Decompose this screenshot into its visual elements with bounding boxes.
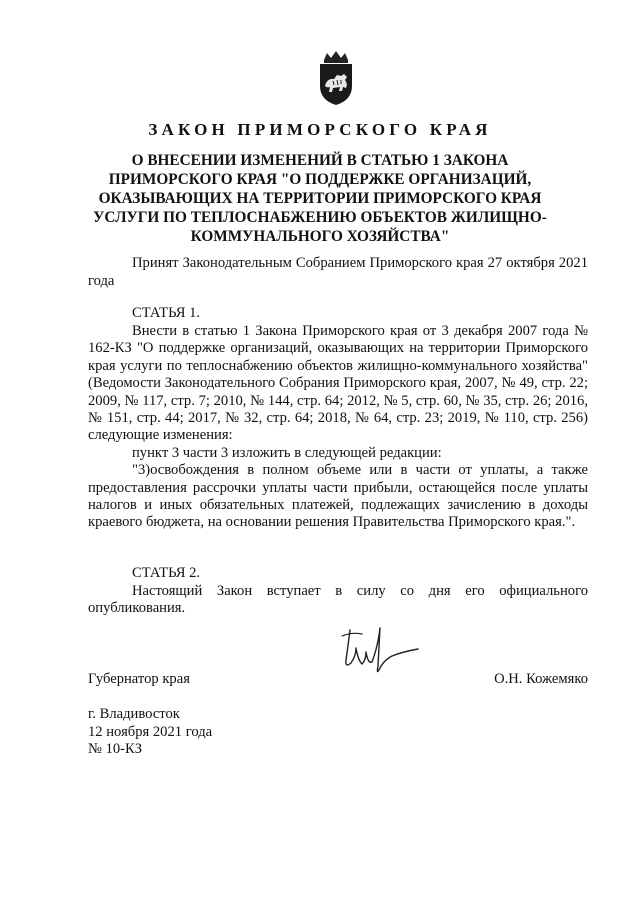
footer-number: № 10-КЗ [88,741,143,757]
law-title: ЗАКОН ПРИМОРСКОГО КРАЯ [148,120,492,139]
article-1-paragraph: пункт 3 части 3 изложить в следующей редакции: [132,444,442,461]
document-footer [88,706,212,759]
subtitle-line: О ВНЕСЕНИИ ИЗМЕНЕНИЙ В СТАТЬЮ 1 ЗАКОНА [131,152,509,169]
handwritten-signature-icon [332,616,422,676]
article-1-body [88,323,588,532]
subtitle-line: ПРИМОРСКОГО КРАЯ "О ПОДДЕРЖКЕ ОРГАНИЗАЦИЙ, [108,171,532,188]
article-1-amendment-text: "3)освобождения в полном объеме или в части от уплаты, а также предоставления рассрочки уплаты части прибыли, остающейся после уплаты налогов и иных обязательных платежей, подлежащих зачислению в доходы краевого бюджета, на основании решения Правительства Приморского края.". [88,462,588,531]
article-2-paragraph: Настоящий Закон вступает в силу со дня его официального опубликования. [88,583,588,617]
governor-label: Губернатор края [88,671,190,687]
subtitle-line: КОММУНАЛЬНОГО ХОЗЯЙСТВА" [190,228,450,245]
footer-city: г. Владивосток [88,706,180,722]
subtitle-line: ОКАЗЫВАЮЩИХ НА ТЕРРИТОРИИ ПРИМОРСКОГО КРАЯ [98,190,542,207]
governor-name: О.Н. Кожемяко [494,671,588,687]
article-2-heading: СТАТЬЯ 2. [132,565,201,581]
article-2-body [88,583,588,618]
law-subtitle [60,151,580,246]
article-1-paragraph: Внести в статью 1 Закона Приморского края от 3 декабря 2007 года № 162-КЗ "О поддержке организаций, оказывающих на территории Приморского края услуги по теплоснабжению объектов жилищно-коммунального хозяйства" (Ведомости Законодательного Собрания Приморского края, 2007, № 49, стр. 22; 2009, № 117, стр. 7; 2010, № 144, стр. 64; 2012, № 5, стр. 60, № 35, стр. 26; 2016, № 151, стр. 44; 2017, № 32, стр. 64; 2018, № 64, стр. 23; 2019, № 110, стр. 256) следующие изменения: [88,323,588,444]
footer-date: 12 ноября 2021 года [88,723,213,740]
subtitle-line: УСЛУГИ ПО ТЕПЛОСНАБЖЕНИЮ ОБЪЕКТОВ ЖИЛИЩНО- [93,209,547,226]
primorsky-krai-coat-of-arms-icon [314,50,358,106]
article-1-heading: СТАТЬЯ 1. [132,305,201,321]
adoption-statement: Принят Законодательным Собранием Приморского края 27 октября 2021 года [88,255,588,289]
